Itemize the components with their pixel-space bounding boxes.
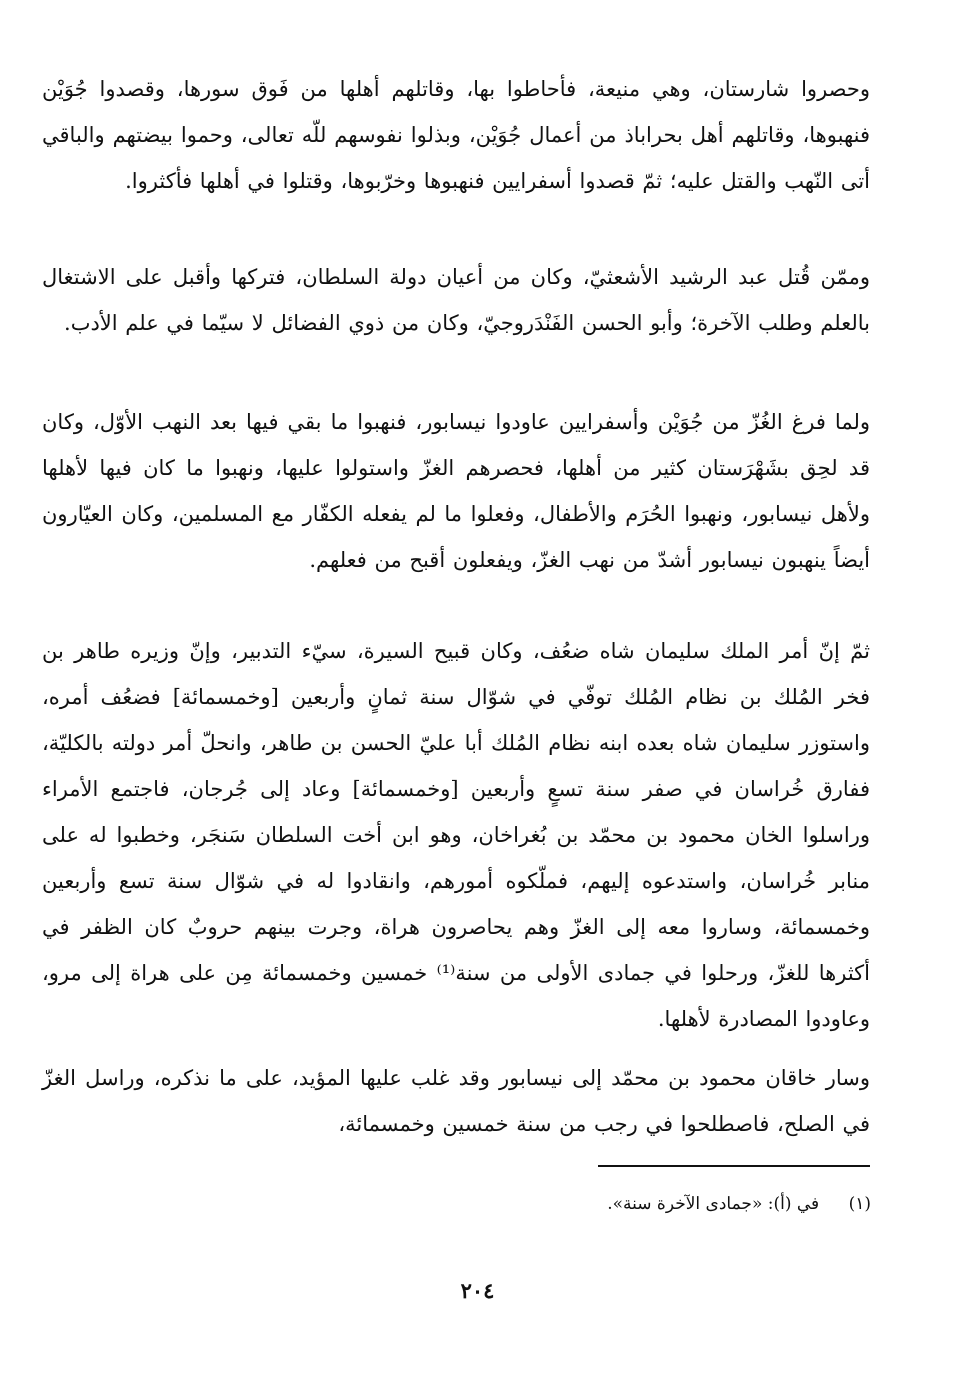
paragraph-4: ثمّ إنّ أمر الملك سليمان شاه ضعُف، وكان قبيح السيرة، سيّء التدبير، وإنّ وزيره طاهر بن فخر المُلك بن نظام المُلك توفّي في شوّال سنة ثمانٍ وأربعين [وخمسمائة] فضعُف أمره، واستوزر سليمان شاه بعده ابنه نظام المُلك أبا عليّ الحسن بن طاهر، وانحلّ أمر دولته بالكليّة، ففارق خُراسان في صفر سنة تسعٍ وأربعين [وخمسمائة] وعاد إلى جُرجان، فاجتمع الأمراء وراسلوا الخان محمود بن محمّد بن بُغراخان، وهو ابن أخت السلطان سَنجَر، وخطبوا له على منابر خُراسان، واستدعوه إليهم، فملّكوه أمورهم، وانقادوا له في شوّال سنة تسع وأربعين وخمسمائة، وساروا معه إلى الغزّ وهم يحاصرون هراة، وجرت بينهم حروبٌ كان الظفر في أكثرها للغزّ، ورحلوا في جمادى الأولى من سنة⁽¹⁾ خمسين وخمسمائة مِن على هراة إلى مرو، وعاودوا المصادرة لأهلها. (42, 639, 870, 1031)
page-number: ٢٠٤ (460, 1278, 495, 1303)
footnote-text: في (أ): «جمادى الآخرة سنة». (607, 1194, 820, 1214)
footnote-separator (598, 1165, 870, 1167)
footnote (607, 1189, 871, 1219)
paragraph-3: ولما فرغ الغُزّ من جُوَيْن وأسفرايين عاودوا نيسابور، فنهبوا ما بقي فيها بعد النهب الأوّل، وكان قد لحِق بشَهْرَستان كثير من أهلها، فحصرهم الغزّ واستولوا عليها، ونهبوا ما كان فيها لأهلها ولأهل نيسابور، ونهبوا الحُرَم والأطفال، وفعلوا ما لم يفعله الكفّار مع المسلمين، وكان العيّارون أيضاً ينهبون نيسابور أشدّ من نهب الغزّ، ويفعلون أقبح من فعلهم. (42, 410, 870, 572)
footnote-number: (١) (848, 1194, 871, 1214)
paragraph-2: وممّن قُتل عبد الرشيد الأشعثيّ، وكان من أعيان دولة السلطان، فتركها وأقبل على الاشتغال بالعلم وطلب الآخرة؛ وأبو الحسن الفَنْدَروجيّ، وكان من ذوي الفضائل لا سيّما في علم الأدب. (42, 265, 870, 335)
paragraph-1: وحصروا شارستان، وهي منيعة، فأحاطوا بها، وقاتلهم أهلها من فَوق سورها، وقصدوا جُوَيْن فنهبوها، وقاتلهم أهل بحراباذ من أعمال جُوَيْن، وبذلوا نفوسهم للّه تعالى، وحموا بيضتهم والباقي أتى النّهب والقتل عليه؛ ثمّ قصدوا أسفرايين فنهبوها وخرّبوها، وقتلوا في أهلها فأكثروا. (42, 77, 870, 193)
paragraph-5: وسار خاقان محمود بن محمّد إلى نيسابور وقد غلب عليها المؤيد، على ما نذكره، وراسل الغزّ في الصلح، فاصطلحوا في رجب من سنة خمسين وخمسمائة، (42, 1066, 870, 1136)
